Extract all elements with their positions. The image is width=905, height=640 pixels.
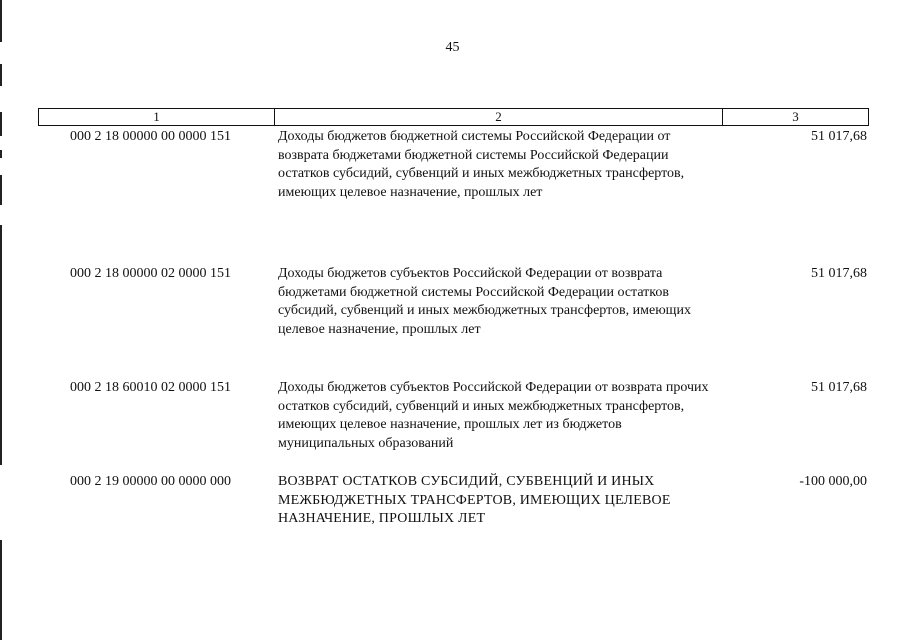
page-number: 45 [445,40,460,55]
income-description: ВОЗВРАТ ОСТАТКОВ СУБСИДИЙ, СУБВЕНЦИЙ И ИНЫХ МЕЖБЮДЖЕТНЫХ ТРАНСФЕРТОВ, ИМЕЮЩИХ ЦЕЛЕВОЕ НАЗНАЧЕНИЕ, ПРОШЛЫХ ЛЕТ [278,474,671,526]
amount-value: 51 017,68 [811,129,867,144]
income-description: Доходы бюджетов субъектов Российской Федерации от возврата бюджетами бюджетной системы Российской Федерации остатков субсидий, субвенций и иных межбюджетных трансфертов, имеющих целевое назначение, прошлых лет [278,266,691,337]
amount-value: -100 000,00 [799,474,867,489]
column-header-code: 1 [39,109,275,125]
income-description: Доходы бюджетов бюджетной системы Российской Федерации от возврата бюджетами бюджетной системы Российской Федерации остатков субсидий, субвенций и иных межбюджетных трансфертов, имеющих целевое назначение, прошлых лет [278,129,685,200]
scan-edge-mark [0,112,2,136]
amount-value: 51 017,68 [811,380,867,395]
table-header [38,108,869,126]
scan-edge-mark [0,225,2,465]
scan-edge-mark [0,150,2,158]
column-header-name: 2 [275,109,723,125]
amount-value: 51 017,68 [811,266,867,281]
budget-code: 000 2 18 00000 02 0000 151 [70,266,231,281]
budget-code: 000 2 18 00000 00 0000 151 [70,129,231,144]
income-description: Доходы бюджетов субъектов Российской Федерации от возврата прочих остатков субсидий, субвенций и иных межбюджетных трансфертов, имеющих целевое назначение, прошлых лет из бюджетов муниципальных образований [278,380,709,451]
budget-code: 000 2 18 60010 02 0000 151 [70,380,231,395]
scan-edge-mark [0,0,2,42]
column-header-amount: 3 [792,109,799,124]
budget-code: 000 2 19 00000 00 0000 000 [70,474,231,489]
scan-edge-mark [0,175,2,205]
scan-edge-mark [0,64,2,86]
scan-edge-mark [0,540,2,640]
